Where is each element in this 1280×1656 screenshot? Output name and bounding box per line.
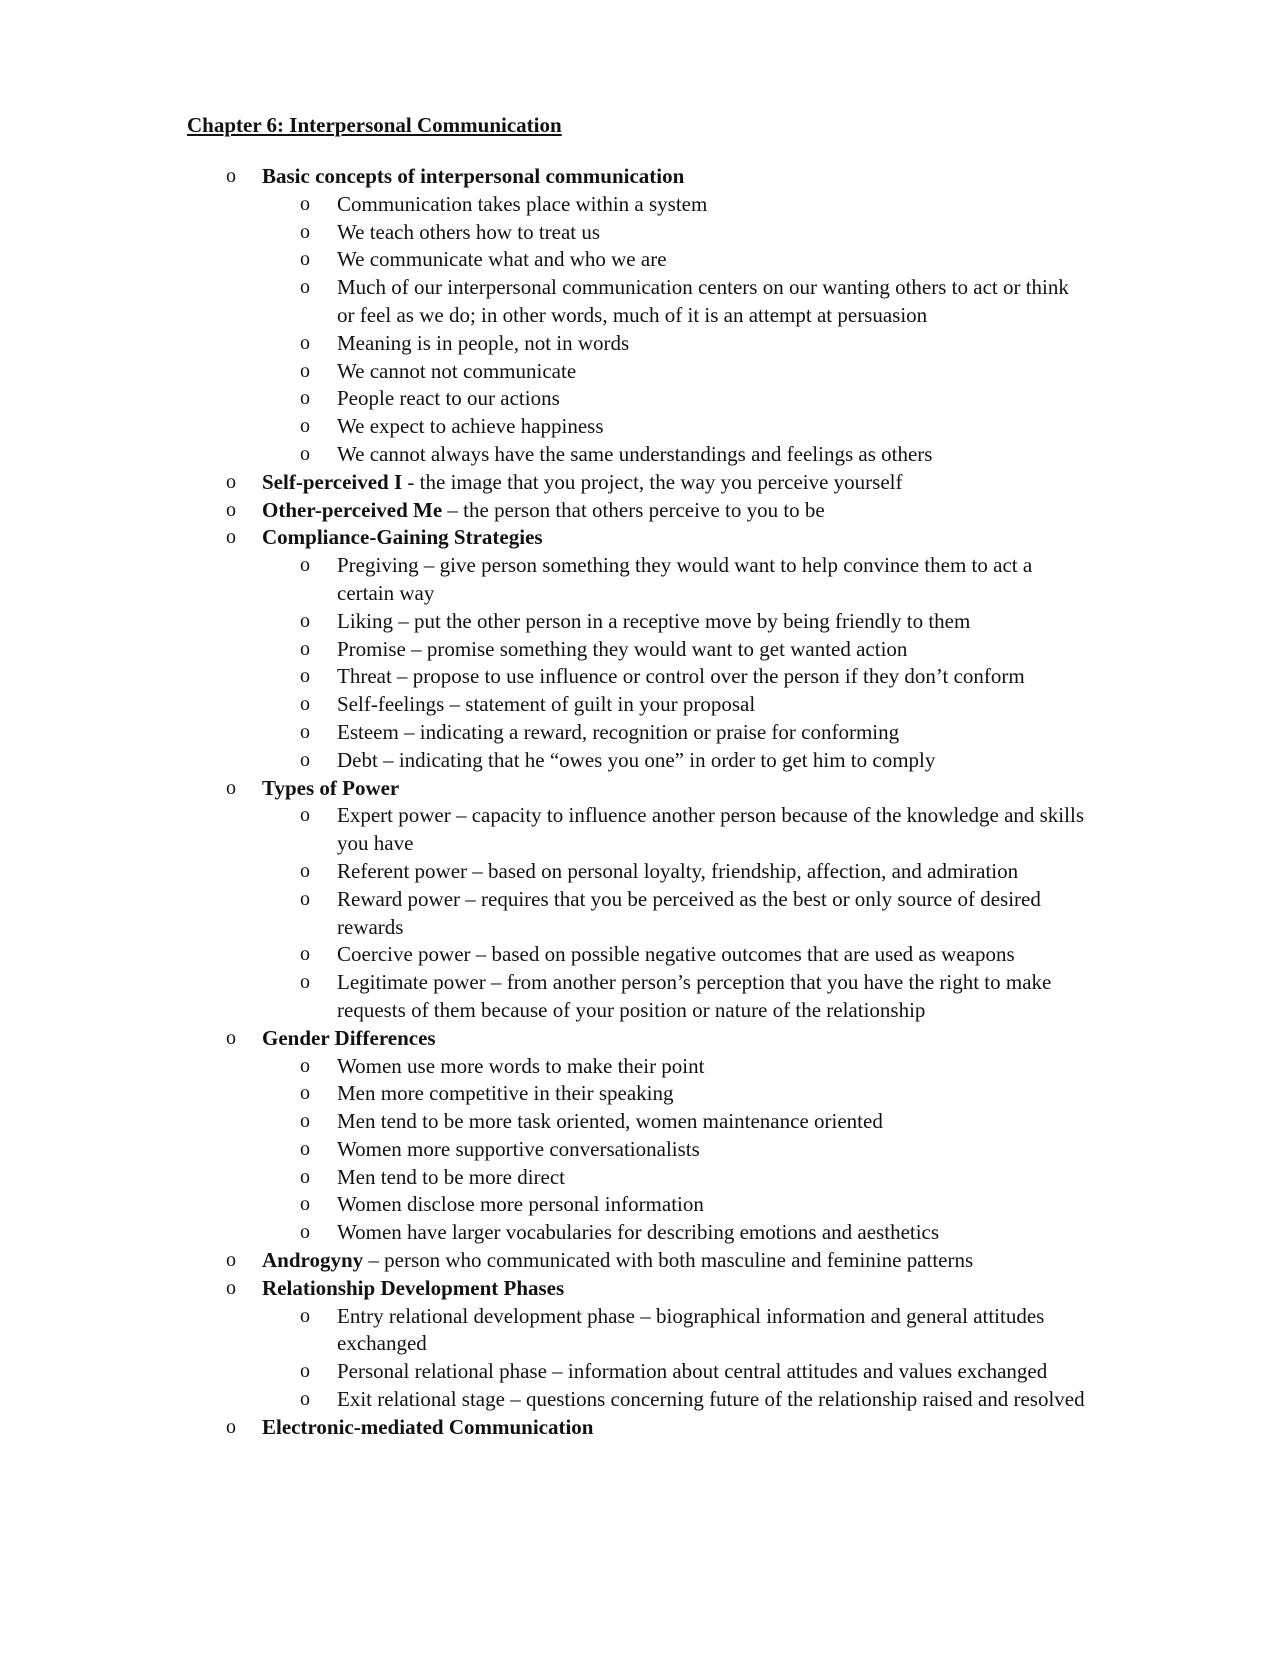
list-item-text	[337, 1080, 1087, 1108]
list-item-description: People react to our actions	[337, 386, 560, 411]
list-item-text	[337, 802, 1087, 858]
list-item	[0, 246, 1280, 274]
list-item-text	[337, 747, 1087, 775]
list-item-description: Communication takes place within a system	[337, 191, 708, 216]
list-item	[0, 385, 1280, 413]
bullet-icon: o	[226, 498, 236, 521]
list-item	[0, 719, 1280, 747]
bullet-icon: o	[300, 1054, 310, 1077]
list-item	[0, 691, 1280, 719]
list-item-text	[337, 1219, 1087, 1247]
list-item	[0, 1025, 1280, 1053]
list-item-text	[337, 274, 1087, 330]
list-item	[0, 552, 1280, 608]
list-item	[0, 1386, 1280, 1414]
list-item-text	[337, 1164, 1087, 1192]
bullet-icon: o	[300, 804, 310, 827]
bullet-icon: o	[226, 1026, 236, 1049]
bullet-icon: o	[300, 192, 310, 215]
list-item	[0, 413, 1280, 441]
bullet-icon: o	[300, 609, 310, 632]
list-item-description: Threat – propose to use influence or control over the person if they don’t conform	[337, 664, 1025, 689]
list-item-text	[337, 886, 1087, 942]
list-item	[0, 802, 1280, 858]
list-item-text	[337, 691, 1087, 719]
list-item	[0, 274, 1280, 330]
list-item-description: Reward power – requires that you be perceived as the best or only source of desired rewards	[337, 886, 1041, 939]
list-item-description: - the image that you project, the way you perceive yourself	[402, 469, 903, 494]
list-item-description: Meaning is in people, not in words	[337, 330, 630, 355]
list-item-description: Legitimate power – from another person’s perception that you have the right to make requests of them because of your position or nature of the relationship	[337, 970, 1052, 1022]
bullet-icon: o	[226, 1415, 236, 1438]
bullet-icon: o	[226, 1276, 236, 1299]
list-item	[0, 858, 1280, 886]
list-item	[0, 775, 1280, 803]
bullet-icon: o	[300, 276, 310, 299]
bullet-icon: o	[300, 1221, 310, 1244]
list-item	[0, 524, 1280, 552]
list-item	[0, 469, 1280, 497]
bullet-icon: o	[300, 220, 310, 243]
list-item-description: – the person that others perceive to you to be	[442, 497, 825, 522]
list-item-description: Women disclose more personal information	[337, 1192, 704, 1217]
bullet-icon: o	[300, 331, 310, 354]
bullet-icon: o	[300, 971, 310, 994]
list-item-description: Men tend to be more direct	[337, 1164, 566, 1189]
list-item-description: Debt – indicating that he “owes you one” in order to get him to comply	[337, 747, 936, 772]
list-item-term: Basic concepts of interpersonal communication	[262, 164, 685, 188]
list-item-text	[337, 1136, 1087, 1164]
list-item	[0, 163, 1280, 191]
list-item	[0, 636, 1280, 664]
list-item-term: Compliance-Gaining Strategies	[262, 525, 543, 550]
bullet-icon: o	[300, 665, 310, 688]
list-item-term: Electronic-mediated Communication	[262, 1414, 594, 1439]
list-item-text	[337, 1108, 1087, 1136]
bullet-icon: o	[226, 470, 236, 493]
list-item	[0, 1303, 1280, 1359]
list-item	[0, 191, 1280, 219]
list-item	[0, 1136, 1280, 1164]
list-item	[0, 1219, 1280, 1247]
list-item-text	[337, 1303, 1087, 1359]
bullet-icon: o	[300, 943, 310, 966]
list-item-term: Self-perceived I	[262, 469, 403, 494]
list-item	[0, 941, 1280, 969]
outline-list	[0, 163, 1280, 1442]
list-item	[0, 1358, 1280, 1386]
bullet-icon: o	[300, 720, 310, 743]
list-item-description: Women have larger vocabularies for describing emotions and aesthetics	[337, 1220, 940, 1245]
list-item-description: Men more competitive in their speaking	[337, 1081, 674, 1106]
list-item-description: Referent power – based on personal loyalty, friendship, affection, and admiration	[337, 858, 1019, 883]
list-item-text	[262, 524, 1102, 552]
bullet-icon: o	[226, 165, 236, 187]
list-item	[0, 969, 1280, 1025]
bullet-icon: o	[300, 1137, 310, 1160]
list-item	[0, 1108, 1280, 1136]
list-item	[0, 1191, 1280, 1219]
bullet-icon: o	[300, 359, 310, 382]
bullet-icon: o	[300, 415, 310, 438]
list-item-text	[262, 497, 1102, 525]
list-item-text	[262, 1275, 1102, 1303]
list-item-description: Self-feelings – statement of guilt in your proposal	[337, 692, 756, 717]
list-item	[0, 1053, 1280, 1081]
list-item	[0, 219, 1280, 247]
list-item-description: Pregiving – give person something they would want to help convince them to act a certain way	[337, 553, 1033, 605]
list-item	[0, 1414, 1280, 1442]
list-item	[0, 441, 1280, 469]
bullet-icon: o	[300, 887, 310, 910]
list-item-description: We cannot always have the same understandings and feelings as others	[337, 441, 933, 466]
list-item	[0, 663, 1280, 691]
list-item-text	[337, 941, 1087, 969]
list-item	[0, 608, 1280, 636]
bullet-icon: o	[300, 442, 310, 465]
list-item	[0, 1080, 1280, 1108]
list-item-description: Personal relational phase – information about central attitudes and values exchanged	[337, 1359, 1048, 1384]
list-item-text	[262, 1025, 1102, 1053]
bullet-icon: o	[300, 1193, 310, 1216]
list-item-text	[337, 219, 1087, 247]
list-item-text	[337, 413, 1087, 441]
bullet-icon: o	[300, 1110, 310, 1133]
list-item	[0, 330, 1280, 358]
bullet-icon: o	[300, 1388, 310, 1411]
list-item-description: Women use more words to make their point	[337, 1053, 705, 1078]
list-item-text	[337, 246, 1087, 274]
bullet-icon: o	[300, 1304, 310, 1327]
list-item-description: Coercive power – based on possible negative outcomes that are used as weapons	[337, 942, 1015, 967]
list-item-description: We cannot not communicate	[337, 358, 577, 383]
list-item-text	[262, 163, 1102, 191]
list-item-text	[337, 385, 1087, 413]
list-item-term: Types of Power	[262, 775, 400, 800]
list-item	[0, 1164, 1280, 1192]
list-item	[0, 1247, 1280, 1275]
list-item-text	[262, 775, 1102, 803]
list-item-text	[337, 1358, 1087, 1386]
bullet-icon: o	[300, 554, 310, 577]
list-item	[0, 497, 1280, 525]
list-item-description: Much of our interpersonal communication centers on our wanting others to act or think or feel as we do; in other words, much of it is an attempt at persuasion	[337, 275, 1069, 327]
bullet-icon: o	[300, 1165, 310, 1188]
list-item-term: Relationship Development Phases	[262, 1275, 565, 1300]
bullet-icon: o	[226, 776, 236, 799]
list-item-text	[337, 969, 1087, 1025]
bullet-icon: o	[300, 387, 310, 410]
list-item-term: Other-perceived Me	[262, 497, 443, 522]
list-item-text	[337, 1386, 1087, 1414]
list-item-description: Entry relational development phase – biographical information and general attitudes exchanged	[337, 1303, 1045, 1356]
list-item-text	[337, 858, 1087, 886]
list-item-description: We expect to achieve happiness	[337, 414, 604, 439]
list-item-description: We teach others how to treat us	[337, 219, 601, 244]
list-item-description: Esteem – indicating a reward, recognition or praise for conforming	[337, 719, 900, 744]
list-item-text	[337, 441, 1087, 469]
bullet-icon: o	[300, 693, 310, 716]
list-item	[0, 358, 1280, 386]
bullet-icon: o	[226, 1249, 236, 1272]
list-item-description: – person who communicated with both masculine and feminine patterns	[363, 1248, 974, 1273]
bullet-icon: o	[300, 637, 310, 660]
list-item-description: Men tend to be more task oriented, women maintenance oriented	[337, 1109, 883, 1134]
list-item-text	[337, 358, 1087, 386]
list-item-text	[337, 1053, 1087, 1081]
list-item-text	[337, 330, 1087, 358]
bullet-icon: o	[300, 1360, 310, 1383]
bullet-icon: o	[300, 248, 310, 271]
bullet-icon: o	[300, 859, 310, 882]
bullet-icon: o	[300, 748, 310, 771]
list-item-text	[337, 608, 1087, 636]
list-item-text	[337, 1191, 1087, 1219]
list-item-text	[337, 663, 1087, 691]
list-item	[0, 886, 1280, 942]
list-item	[0, 1275, 1280, 1303]
list-item-text	[337, 636, 1087, 664]
bullet-icon: o	[226, 526, 236, 549]
bullet-icon: o	[300, 1082, 310, 1105]
list-item-description: Women more supportive conversationalists	[337, 1136, 700, 1161]
list-item-term: Androgyny	[262, 1248, 364, 1273]
list-item-text	[337, 552, 1087, 608]
list-item-description: Expert power – capacity to influence another person because of the knowledge and skills you have	[337, 803, 1084, 856]
list-item-description: We communicate what and who we are	[337, 247, 667, 272]
list-item-description: Liking – put the other person in a receptive move by being friendly to them	[337, 608, 971, 633]
list-item-text	[337, 719, 1087, 747]
list-item-term: Gender Differences	[262, 1025, 436, 1050]
list-item	[0, 747, 1280, 775]
list-item-text	[262, 1247, 1102, 1275]
list-item-description: Exit relational stage – questions concerning future of the relationship raised and resolved	[337, 1387, 1085, 1412]
list-item-text	[337, 191, 1087, 219]
list-item-description: Promise – promise something they would want to get wanted action	[337, 636, 908, 661]
page-title: Chapter 6: Interpersonal Communication	[187, 113, 562, 137]
list-item-text	[262, 1414, 1102, 1442]
list-item-text	[262, 469, 1102, 497]
